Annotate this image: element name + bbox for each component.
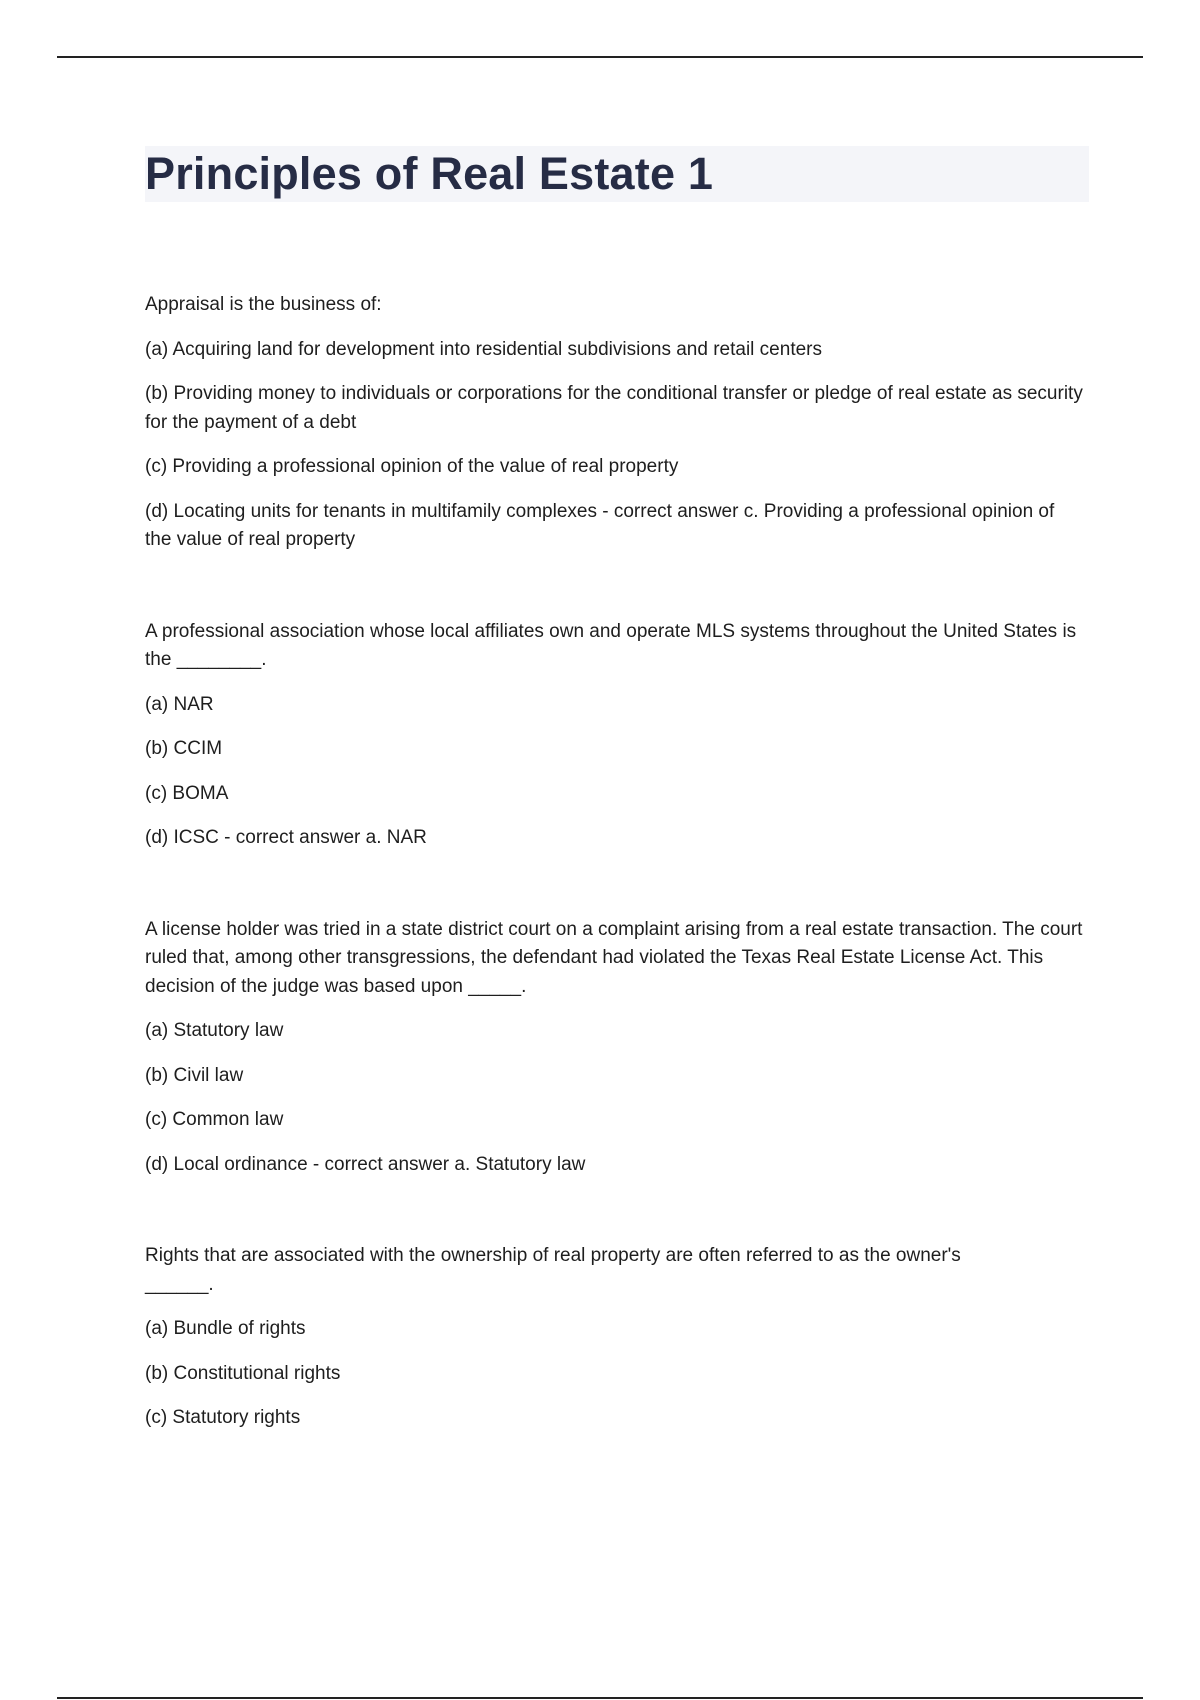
bottom-rule [57,1697,1143,1699]
question-prompt: A license holder was tried in a state district court on a complaint arising from a real estate transaction. The court ruled that, among other transgressions, the defendant had violated the Texas Real Estate License Act. This decision of the judge was based upon _____. [145,918,1083,997]
answer-option: (c) Statutory rights [145,1407,301,1428]
question-block-3 [145,916,1085,1180]
question-prompt: A professional association whose local affiliates own and operate MLS systems throughout the United States is the ________. [145,620,1077,670]
question-prompt-text: Rights that are associated with the ownership of real property are often referred to as the owner's [145,1245,961,1266]
answer-option-with-key: (d) Locating units for tenants in multifamily complexes - correct answer c. Providing a professional opinion of the value of real property [145,500,1055,550]
page-title: Principles of Real Estate 1 [145,148,714,199]
answer-option: (c) Providing a professional opinion of the value of real property [145,456,679,477]
answer-option: (c) Common law [145,1109,284,1130]
question-prompt [145,1242,1085,1299]
question-block-4 [145,1242,1085,1433]
question-block-2 [145,618,1085,853]
answer-option: (a) Statutory law [145,1020,284,1041]
answer-option: (c) BOMA [145,782,229,804]
answer-option-with-key: (d) ICSC - correct answer a. NAR [145,827,427,848]
top-rule [57,56,1143,58]
answer-option: (b) Constitutional rights [145,1362,341,1384]
question-block-1 [145,291,1085,555]
answer-option: (b) Civil law [145,1064,244,1086]
document-body [145,291,1085,1433]
answer-option-with-key: (d) Local ordinance - correct answer a. Statutory law [145,1153,586,1175]
answer-option: (a) Acquiring land for development into residential subdivisions and retail centers [145,338,822,360]
question-prompt-blank: ______. [145,1273,214,1295]
answer-option: (b) CCIM [145,738,223,759]
answer-option: (a) Bundle of rights [145,1318,306,1339]
answer-option: (b) Providing money to individuals or corporations for the conditional transfer or pledge of real estate as security for the payment of a debt [145,383,1083,433]
answer-option: (a) NAR [145,693,214,715]
question-prompt: Appraisal is the business of: [145,294,382,315]
